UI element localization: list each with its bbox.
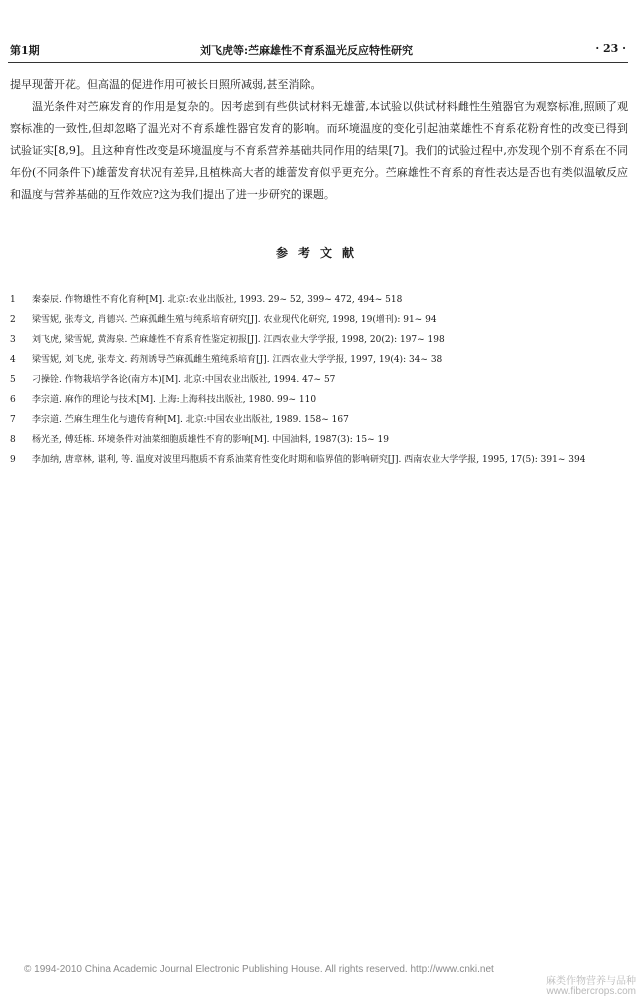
reference-text: 刘飞虎, 梁雪妮, 黄海泉. 苎麻雄性不育系育性鉴定初报[J]. 江西农业大学学报, 1998, 20(2): 197~ 198: [32, 335, 445, 345]
body-paragraph: 温光条件对苎麻发育的作用是复杂的。因考虑到有些供试材料无雄蕾,本试验以供试材料雌性生殖器官为观察标准,照顾了观察标准的一致性,但却忽略了温光对不育系雄性器官发育的影响。而环境温度的变化引起油菜雄性不育系花粉育性的改变已得到试验证实[8,9]。且这种育性改变是环境温度与不育系营养基础共同作用的结果[7]。我们的试验过程中,亦发现个别不育系在不同年份(不同条件下)雄蕾发育状况有差异,且植株高大者的雄蕾发育似乎更充分。苎麻雄性不育系的育性表达是否也有类似温敏反应和温度与营养基础的互作效应?这为我们提出了进一步研究的课题。: [10, 100, 628, 201]
reference-number: 3: [10, 335, 16, 345]
reference-number: 6: [10, 395, 16, 405]
reference-item: [10, 290, 626, 310]
running-header: [10, 42, 626, 60]
reference-item: [10, 330, 626, 350]
reference-item: [10, 410, 626, 430]
body-text: [10, 74, 628, 206]
watermark-url: www.fibercrops.com: [546, 986, 636, 997]
reference-text: 梁雪妮, 刘飞虎, 张寿文. 药剂诱导苎麻孤雌生殖纯系培育[J]. 江西农业大学学报, 1997, 19(4): 34~ 38: [32, 355, 443, 365]
reference-text: 梁雪妮, 张寿文, 肖德兴. 苎麻孤雌生殖与纯系培育研究[J]. 农业现代化研究, 1998, 19(增刊): 91~ 94: [32, 315, 437, 325]
reference-item: [10, 310, 626, 330]
reference-text: 李加纳, 唐章林, 谌利, 等. 温度对波里玛胞质不育系油菜育性变化时期和临界值的影响研究[J]. 西南农业大学学报, 1995, 17(5): 391~ 394: [32, 455, 586, 465]
reference-item: [10, 390, 626, 410]
reference-number: 2: [10, 315, 16, 325]
reference-text: 李宗道. 苎麻生理生化与遗传育种[M]. 北京:中国农业出版社, 1989. 158~ 167: [32, 415, 349, 425]
reference-number: 4: [10, 355, 16, 365]
reference-item: [10, 350, 626, 370]
reference-number: 1: [10, 295, 16, 305]
reference-text: 秦泰辰. 作物雄性不育化育种[M]. 北京:农业出版社, 1993. 29~ 52, 399~ 472, 494~ 518: [32, 295, 403, 305]
copyright-footer: © 1994-2010 China Academic Journal Electronic Publishing House. All rights reserved. http://www.cnki.net: [24, 964, 494, 975]
reference-number: 5: [10, 375, 16, 385]
body-paragraph: 提早现蕾开花。但高温的促进作用可被长日照所减弱,甚至消除。: [10, 78, 322, 91]
reference-text: 杨光圣, 傅廷栋. 环境条件对油菜细胞质雄性不育的影响[M]. 中国油料, 1987(3): 15~ 19: [32, 435, 389, 445]
running-title: 刘飞虎等:苎麻雄性不育系温光反应特性研究: [200, 44, 414, 57]
watermark-text: 麻类作物营养与品种: [546, 976, 636, 987]
page-number: · 23 ·: [595, 42, 626, 55]
reference-number: 8: [10, 435, 16, 445]
reference-list: [10, 290, 626, 470]
reference-item: [10, 430, 626, 450]
references-title: 参考文献: [275, 246, 364, 260]
reference-item: [10, 370, 626, 390]
reference-number: 9: [10, 455, 16, 465]
reference-number: 7: [10, 415, 16, 425]
reference-item: [10, 450, 626, 470]
issue-label: 第1期: [10, 44, 40, 57]
header-rule: [8, 62, 628, 63]
reference-text: 刁操铨. 作物栽培学各论(南方本)[M]. 北京:中国农业出版社, 1994. 47~ 57: [32, 375, 336, 385]
reference-text: 李宗道. 麻作的理论与技术[M]. 上海:上海科技出版社, 1980. 99~ 110: [32, 395, 317, 405]
